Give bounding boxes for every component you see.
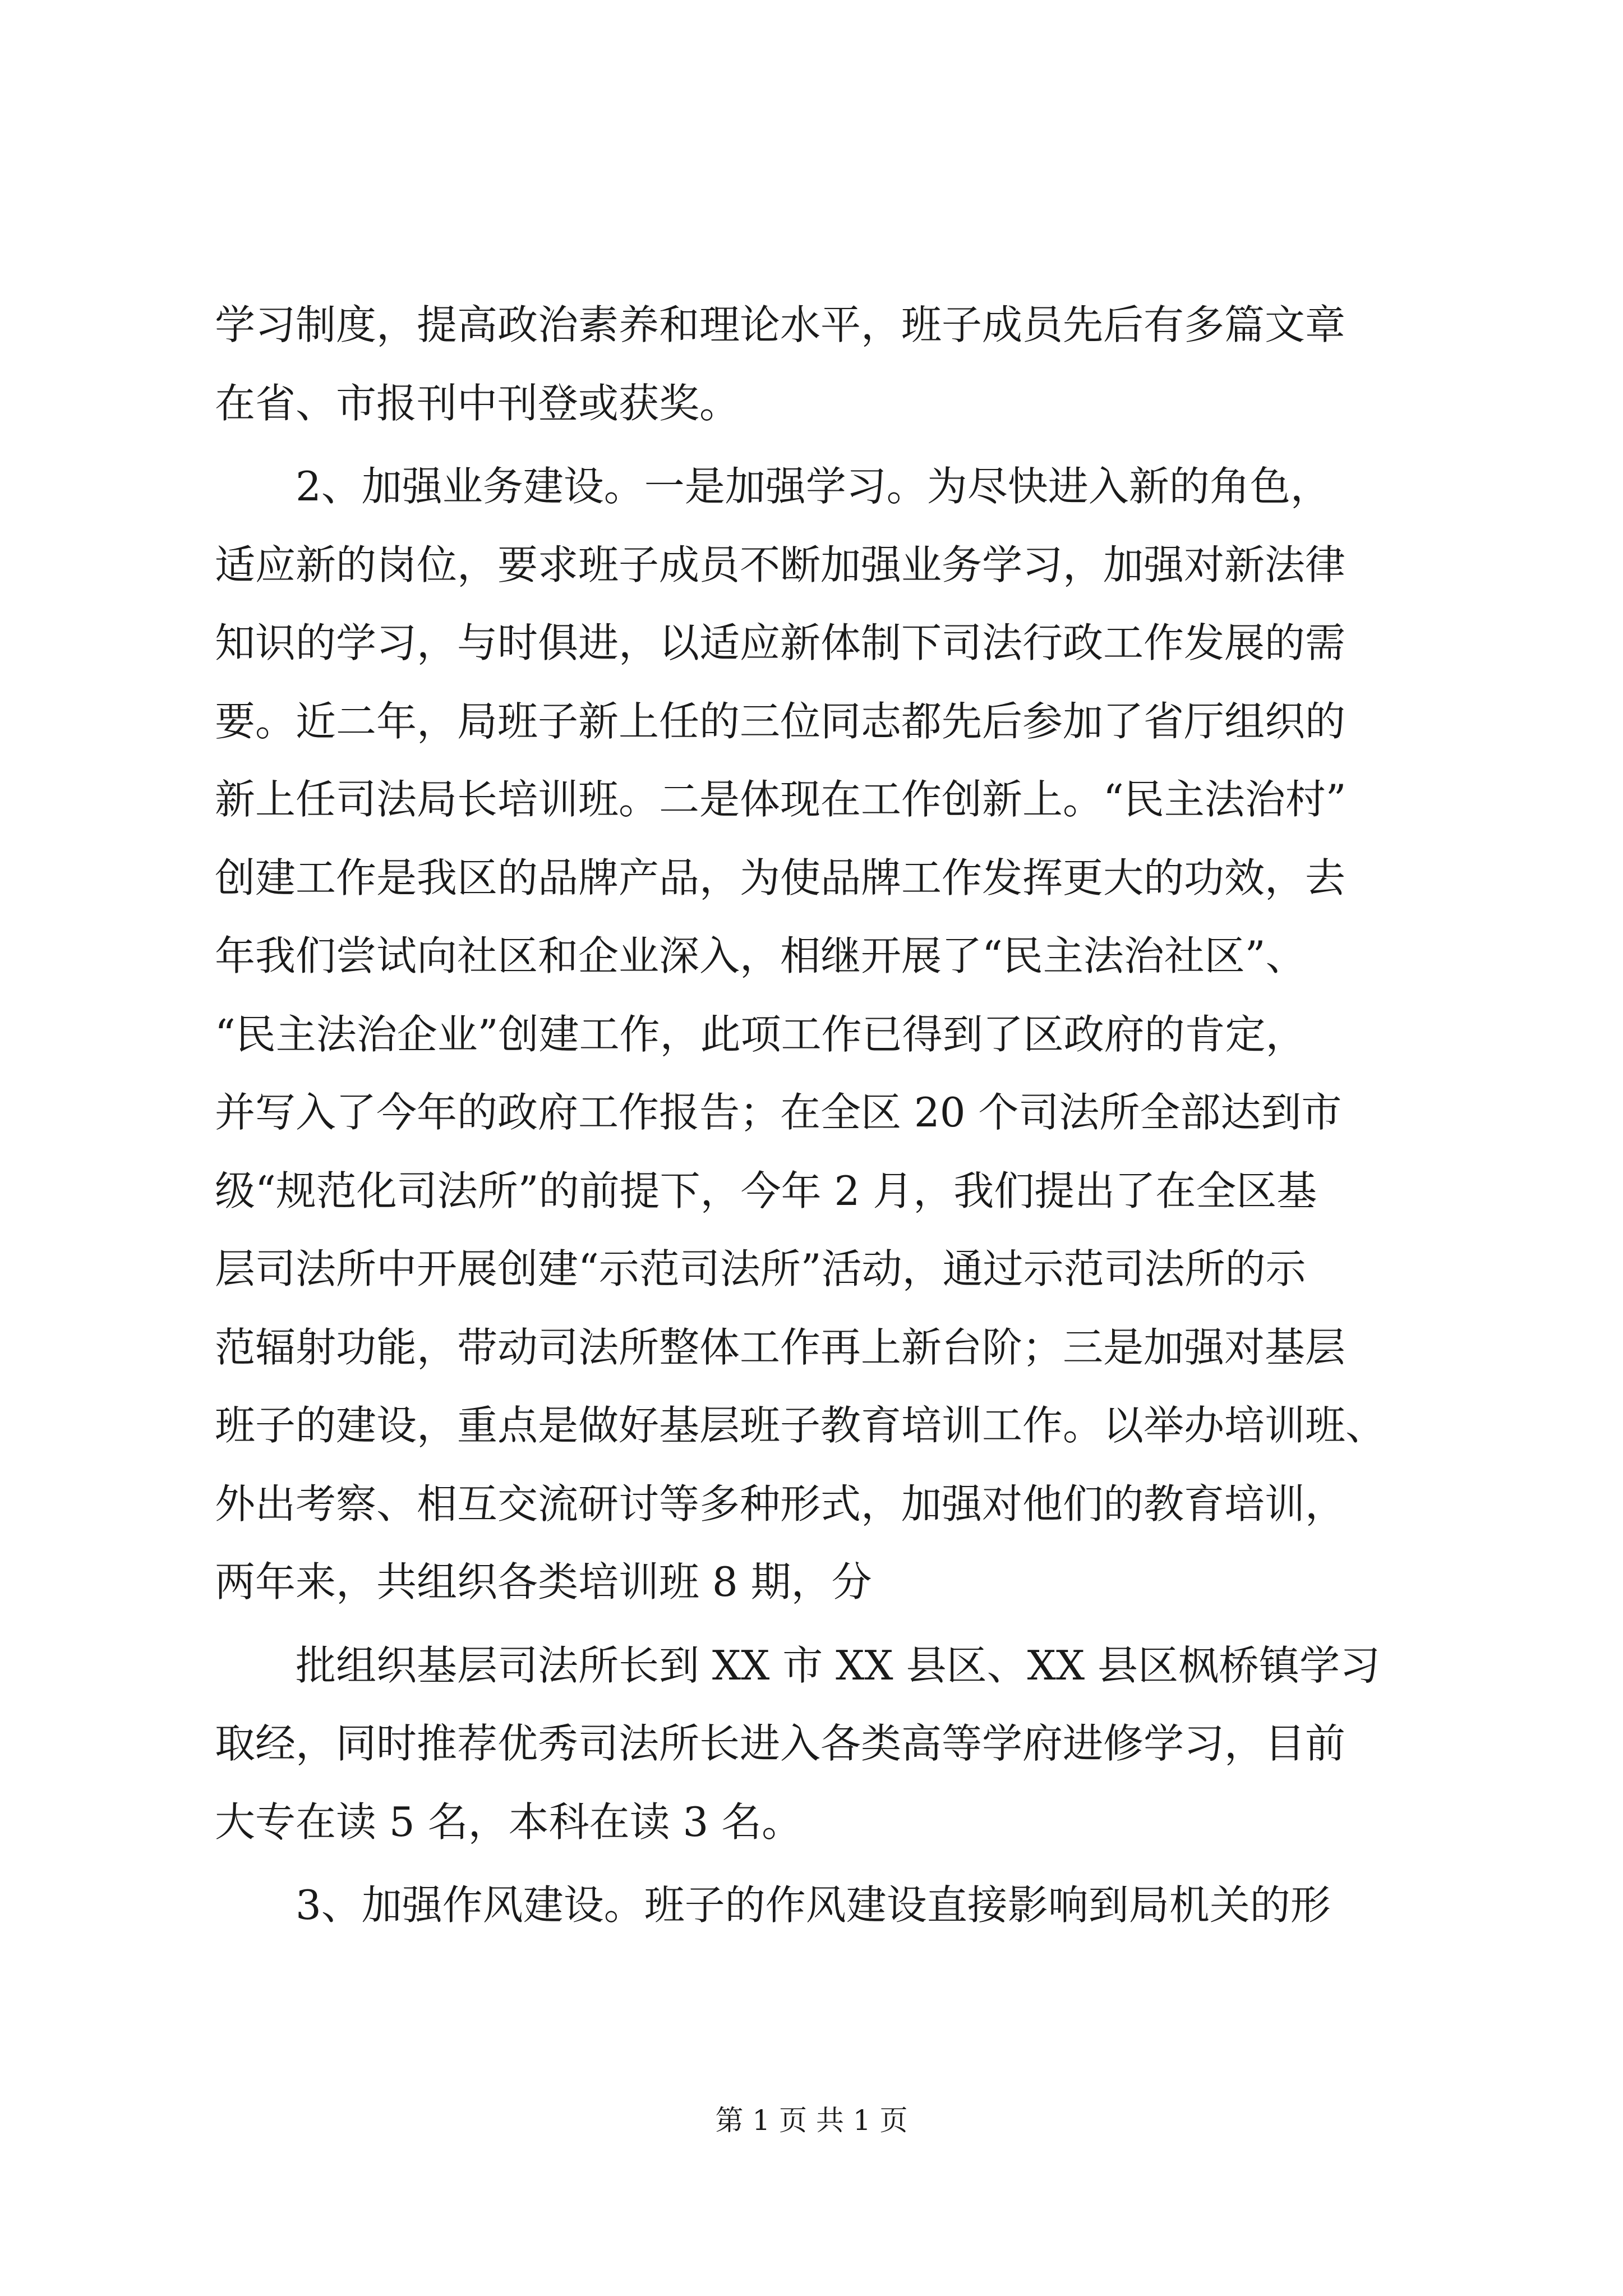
text-line: 2、加强业务建设。一是加强学习。为尽快进入新的角色， xyxy=(296,463,1331,510)
text-line: 在省、市报刊中刊登或获奖。 xyxy=(215,379,740,427)
text-line: 要。近二年，局班子新上任的三位同志都先后参加了省厅组织的 xyxy=(215,697,1346,745)
text-line: 范辐射功能，带动司法所整体工作再上新台阶；三是加强对基层 xyxy=(215,1323,1346,1371)
paragraph-4 xyxy=(215,1866,1421,1945)
page-footer: 第 1 页 共 1 页 xyxy=(715,2104,908,2137)
text-line: 外出考察、相互交流研讨等多种形式，加强对他们的教育培训， xyxy=(215,1480,1346,1527)
text-line: 年我们尝试向社区和企业深入，相继开展了“民主法治社区”、 xyxy=(215,932,1306,979)
text-line: 适应新的岗位，要求班子成员不断加强业务学习，加强对新法律 xyxy=(215,541,1346,588)
paragraph-1 xyxy=(215,286,1421,443)
text-line: 级“规范化司法所”的前提下，今年 2 月，我们提出了在全区基 xyxy=(215,1167,1317,1214)
text-line: 创建工作是我区的品牌产品，为使品牌工作发挥更大的功效，去 xyxy=(215,854,1346,901)
text-line: 3、加强作风建设。班子的作风建设直接影响到局机关的形 xyxy=(296,1881,1331,1929)
text-line: 班子的建设，重点是做好基层班子教育培训工作。以举办培训班、 xyxy=(215,1402,1386,1449)
paragraph-3 xyxy=(215,1627,1421,1862)
text-line: 层司法所中开展创建“示范司法所”活动，通过示范司法所的示 xyxy=(215,1245,1306,1292)
text-line: “民主法治企业”创建工作，此项工作已得到了区政府的肯定， xyxy=(215,1010,1306,1058)
text-line: 知识的学习，与时俱进，以适应新体制下司法行政工作发展的需 xyxy=(215,619,1346,666)
text-line: 两年来，共组织各类培训班 8 期，分 xyxy=(215,1558,872,1605)
text-line: 并写入了今年的政府工作报告；在全区 20 个司法所全部达到市 xyxy=(215,1089,1342,1136)
text-line: 大专在读 5 名，本科在读 3 名。 xyxy=(215,1798,803,1846)
paragraph-2 xyxy=(215,448,1421,1622)
text-line: 新上任司法局长培训班。二是体现在工作创新上。“民主法治村” xyxy=(215,776,1347,823)
text-line: 取经，同时推荐优秀司法所长进入各类高等学府进修学习，目前 xyxy=(215,1720,1346,1767)
text-line: 批组织基层司法所长到 XX 市 XX 县区、XX 县区枫桥镇学习 xyxy=(296,1641,1380,1689)
text-line: 学习制度，提高政治素养和理论水平，班子成员先后有多篇文章 xyxy=(215,301,1346,348)
document-body xyxy=(215,286,1421,1945)
